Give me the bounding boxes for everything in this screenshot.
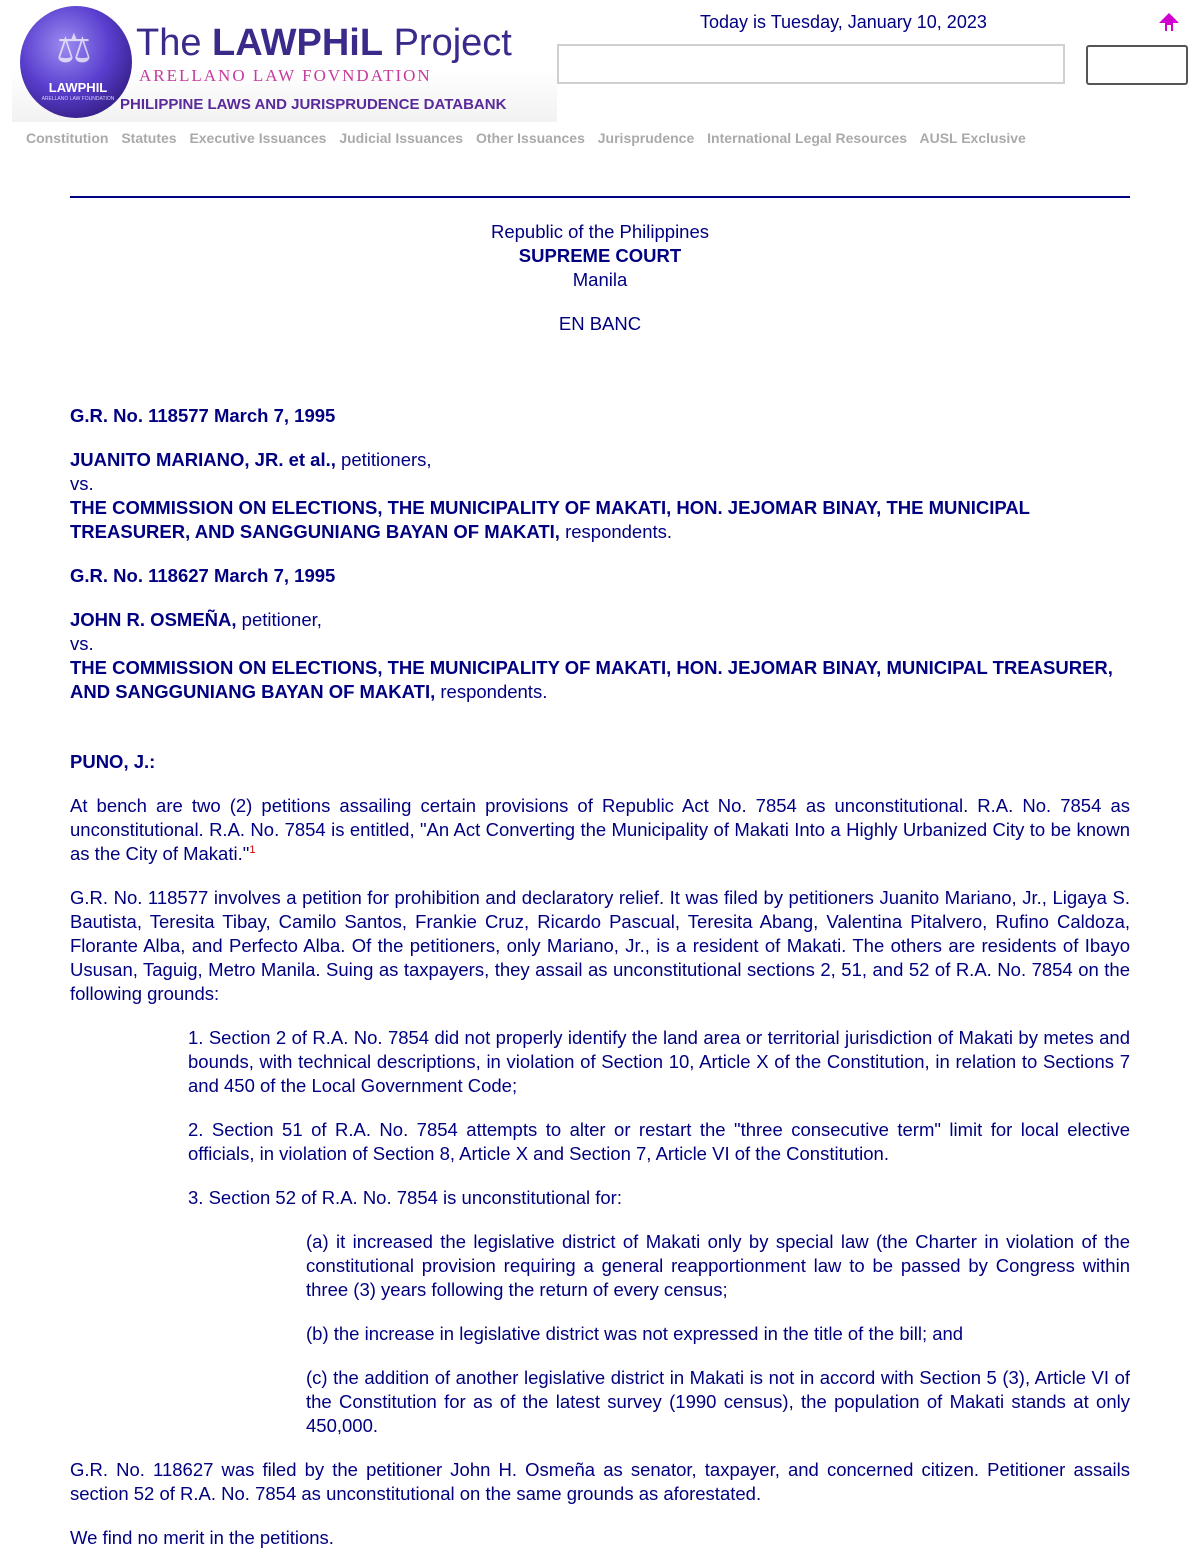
emblem-label: LAWPHIL bbox=[48, 80, 108, 95]
paragraph-4: We find no merit in the petitions. bbox=[70, 1527, 334, 1548]
lawphil-emblem-icon bbox=[20, 6, 132, 118]
nav-judicial-issuances[interactable]: Judicial Issuances bbox=[339, 130, 464, 146]
ground-2: 2. Section 51 of R.A. No. 7854 attempts to alter or restart the "three consecutive term" limit for local elective officials, in violation of Section 8, Article X and Section 7, Article VI of the Constitution. bbox=[188, 1119, 1130, 1164]
decision-document bbox=[70, 220, 1130, 1550]
case1-respondent: THE COMMISSION ON ELECTIONS, THE MUNICIPALITY OF MAKATI, HON. JEJOMAR BINAY, THE MUNICIPAL TREASURER, AND SANGGUNIANG BAYAN OF MAKATI, bbox=[70, 497, 1030, 542]
scales-of-justice-icon: ⚖ bbox=[56, 26, 92, 72]
case2-parties bbox=[70, 608, 1130, 632]
brand-prefix: The bbox=[136, 22, 213, 64]
paragraph-3: G.R. No. 118627 was filed by the petitioner John H. Osmeña as senator, taxpayer, and concerned citizen. Petitioner assails section 52 of R.A. No. 7854 as unconstitutional on the same grounds as aforestated. bbox=[70, 1459, 1130, 1504]
search-button[interactable] bbox=[1086, 45, 1188, 85]
paragraph-2: G.R. No. 118577 involves a petition for prohibition and declaratory relief. It was filed by petitioners Juanito Mariano, Jr., Ligaya S. Bautista, Teresita Tibay, Camilo Santos, Frankie Cruz, Ricardo Pascual, Teresita Abang, Valentina Pitalvero, Rufino Caldoza, Florante Alba, and Perfecto Alba. Of the petitioners, only Mariano, Jr., is a resident of Makati. The others are residents of Ibayo Ususan, Taguig, Metro Manila. Suing as taxpayers, they assail as unconstitutional sections 2, 51, and 52 of R.A. No. 7854 on the following grounds: bbox=[70, 887, 1130, 1004]
sub-ground-b: (b) the increase in legislative district was not expressed in the title of the bill; and bbox=[306, 1323, 964, 1344]
nav-constitution[interactable]: Constitution bbox=[26, 130, 109, 146]
case1-vs: vs. bbox=[70, 473, 94, 494]
site-header bbox=[0, 0, 1200, 146]
brand-suffix: Project bbox=[383, 22, 512, 64]
court-city: Manila bbox=[572, 269, 628, 290]
case2-respondent: THE COMMISSION ON ELECTIONS, THE MUNICIPALITY OF MAKATI, HON. JEJOMAR BINAY, MUNICIPAL TREASURER, AND SANGGUNIANG BAYAN OF MAKATI, bbox=[70, 657, 1113, 702]
nav-international-legal-resources[interactable]: International Legal Resources bbox=[707, 130, 908, 146]
court-name: SUPREME COURT bbox=[518, 245, 682, 266]
brand-title bbox=[136, 22, 512, 65]
division-label: EN BANC bbox=[558, 313, 642, 334]
case1-gr-number: G.R. No. 118577 March 7, 1995 bbox=[70, 405, 336, 426]
header-divider bbox=[70, 196, 1130, 198]
today-date: Today is Tuesday, January 10, 2023 bbox=[700, 12, 987, 32]
case1-petitioner: JUANITO MARIANO, JR. et al., bbox=[70, 449, 336, 470]
case2-respondents bbox=[70, 656, 1130, 704]
nav-statutes[interactable]: Statutes bbox=[121, 130, 177, 146]
ground-1: 1. Section 2 of R.A. No. 7854 did not properly identify the land area or territorial jurisdiction of Makati by metes and bounds, with technical descriptions, in violation of Section 10, Article X of the Constitution, in relation to Sections 7 and 450 of the Local Government Code; bbox=[188, 1027, 1130, 1096]
sub-ground-a: (a) it increased the legislative district of Makati only by special law (the Charter in violation of the constitutional provision requiring a general reapportionment law to be passed by Congress within three (3) years following the return of every census; bbox=[306, 1231, 1130, 1300]
case2-gr-number: G.R. No. 118627 March 7, 1995 bbox=[70, 565, 336, 586]
emblem-sublabel: ARELLANO LAW FOUNDATION bbox=[41, 96, 115, 102]
ground-3: 3. Section 52 of R.A. No. 7854 is unconstitutional for: bbox=[188, 1187, 622, 1208]
case1-respondent-role: respondents. bbox=[559, 521, 673, 542]
nav-other-issuances[interactable]: Other Issuances bbox=[475, 130, 585, 146]
sub-ground-c: (c) the addition of another legislative district in Makati is not in accord with Section 5 (3), Article VI of the Constitution for as of the latest survey (1990 census), the population of Makati stands at only 450,000. bbox=[306, 1367, 1130, 1436]
case2-petitioner-role: petitioner, bbox=[236, 609, 322, 630]
paragraph-1-text: At bench are two (2) petitions assailing certain provisions of Republic Act No. 7854 as unconstitutional. R.A. No. 7854 as unconstitutional. R.A. No. 7854 is entitled, "An Act Converting the Municipality of Makati Into a Highly Urbanized City to be known as the City of Makati." bbox=[70, 795, 1130, 864]
home-arrow-icon[interactable] bbox=[1158, 11, 1180, 33]
case1-respondents bbox=[70, 496, 1130, 544]
case2-petitioner: JOHN R. OSMEÑA, bbox=[70, 609, 237, 630]
footnote-1-link[interactable]: 1 bbox=[249, 843, 256, 856]
main-nav bbox=[26, 130, 1035, 146]
case2-vs: vs. bbox=[70, 633, 94, 654]
brand-bold: LAWPHiL bbox=[212, 22, 384, 64]
lawphil-logo[interactable] bbox=[12, 4, 557, 122]
case1-petitioner-role: petitioners, bbox=[335, 449, 432, 470]
nav-jurisprudence[interactable]: Jurisprudence bbox=[597, 130, 695, 146]
republic-line: Republic of the Philippines bbox=[490, 221, 710, 242]
foundation-name: ARELLANO LAW FOVNDATION bbox=[139, 66, 432, 85]
ponente: PUNO, J.: bbox=[70, 751, 156, 772]
case2-respondent-role: respondents. bbox=[435, 681, 548, 702]
databank-tagline: PHILIPPINE LAWS AND JURISPRUDENCE DATABANK bbox=[120, 96, 507, 113]
nav-ausl-exclusive[interactable]: AUSL Exclusive bbox=[919, 130, 1026, 146]
search-input[interactable] bbox=[557, 44, 1065, 84]
case1-parties bbox=[70, 448, 1130, 472]
nav-executive-issuances[interactable]: Executive Issuances bbox=[189, 130, 327, 146]
paragraph-1 bbox=[70, 794, 1130, 866]
